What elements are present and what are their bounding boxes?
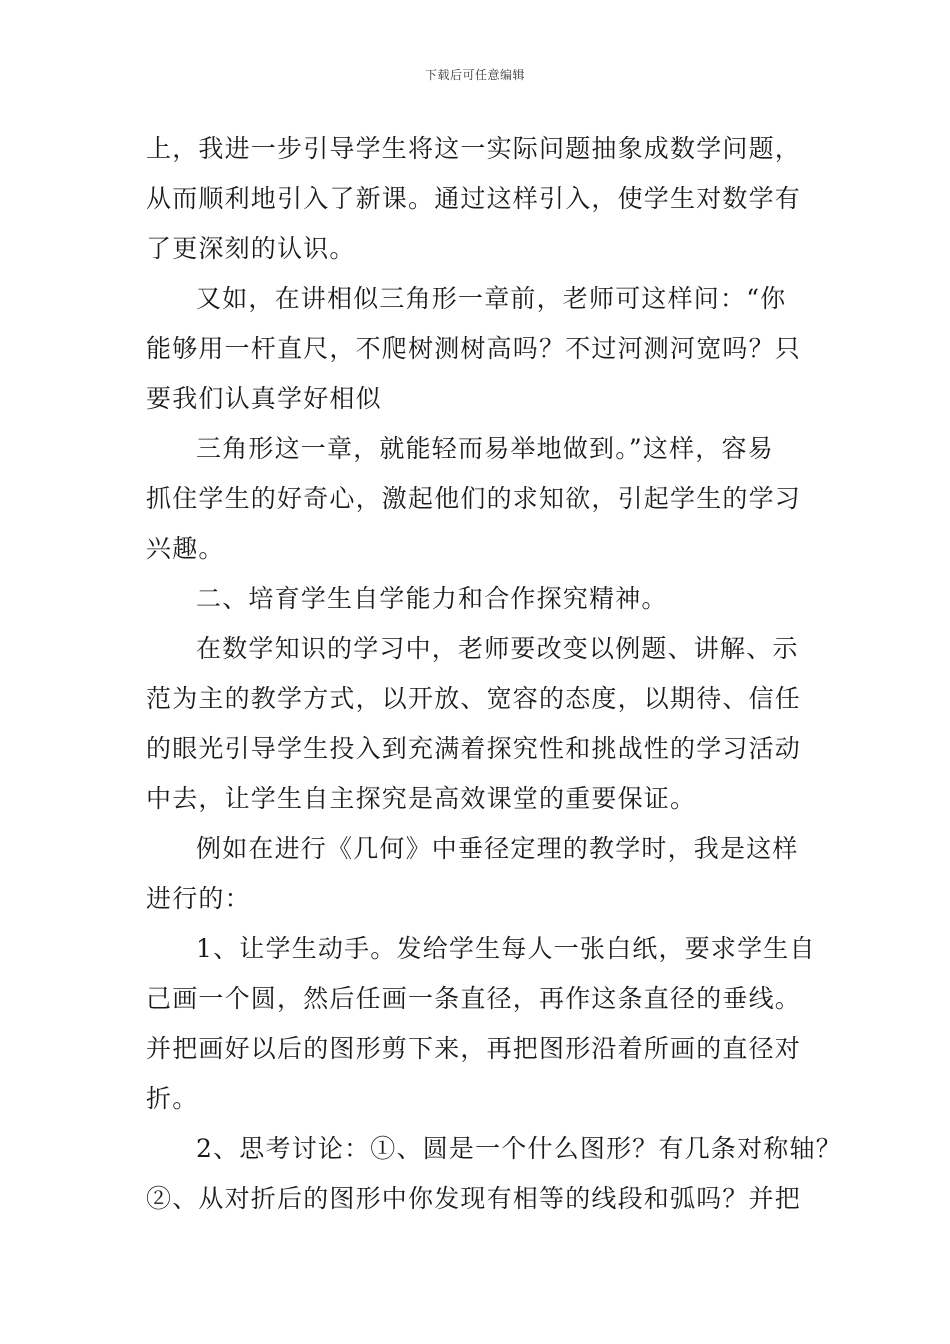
text-line: ②、从对折后的图形中你发现有相等的线段和弧吗？并把 [146,1184,802,1213]
text-line: 从而顺利地引入了新课。通过这样引入，使学生对数学有 [146,184,802,213]
text-line: 要我们认真学好相似 [146,384,382,413]
page-header: 下载后可任意编辑 [424,68,525,82]
text-line: 抓住学生的好奇心，激起他们的求知欲，引起学生的学习 [146,484,802,513]
section-heading: 二、培育学生自学能力和合作探究精神。 [196,584,668,613]
text-line: 的眼光引导学生投入到充满着探究性和挑战性的学习活动 [146,734,802,763]
text-line: 又如，在讲相似三角形一章前，老师可这样问：“你 [196,284,787,313]
text-line: 进行的： [146,884,251,913]
text-line: 范为主的教学方式，以开放、宽容的态度，以期待、信任 [146,684,802,713]
text-line: 中去，让学生自主探究是高效课堂的重要保证。 [146,784,697,813]
text-line: 在数学知识的学习中，老师要改变以例题、讲解、示 [196,634,799,663]
text-line: 上，我进一步引导学生将这一实际问题抽象成数学问题， [146,134,802,163]
text-line: 了更深刻的认识。 [146,234,356,263]
text-line: 己画一个圆，然后任画一条直径，再作这条直径的垂线。 [146,984,802,1013]
text-line: 并把画好以后的图形剪下来，再把图形沿着所画的直径对 [146,1034,802,1063]
text-line: 折。 [146,1084,199,1113]
text-line: 兴趣。 [146,534,225,563]
text-line: 三角形这一章，就能轻而易举地做到。”这样，容易 [196,434,774,463]
text-line: 2、思考讨论：①、圆是一个什么图形？有几条对称轴？ [196,1134,842,1163]
text-line: 例如在进行《几何》中垂径定理的教学时，我是这样 [196,834,799,863]
text-line: 1、让学生动手。发给学生每人一张白纸，要求学生自 [196,934,816,963]
text-line: 能够用一杆直尺，不爬树测树高吗？不过河测河宽吗？只 [146,334,802,363]
